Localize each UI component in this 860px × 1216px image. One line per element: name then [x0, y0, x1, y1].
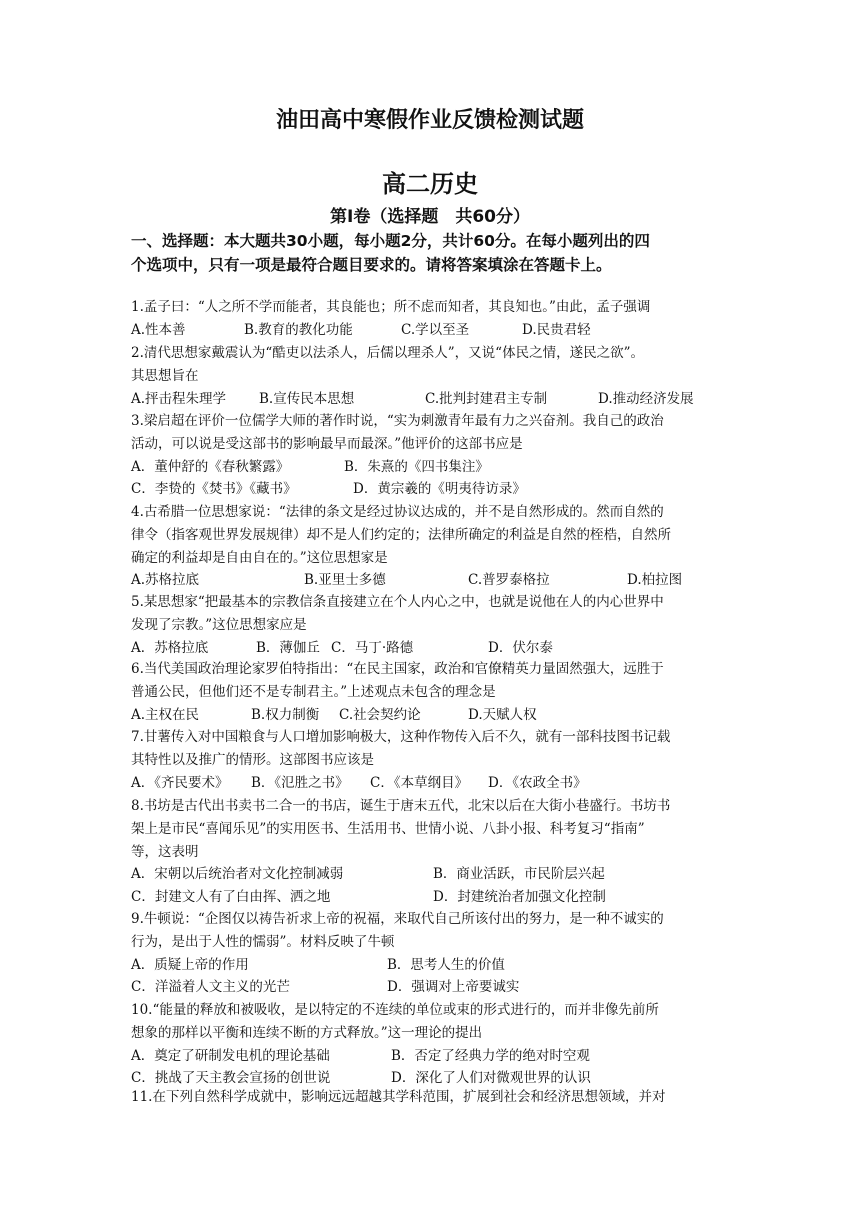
- option-d: D．黄宗羲的《明夷待访录》: [353, 481, 526, 498]
- option-d: D．伏尔泰: [488, 639, 553, 656]
- option-a: A．苏格拉底: [131, 639, 209, 656]
- question-4: [131, 501, 736, 592]
- question-5: [131, 591, 736, 659]
- question-7: [131, 726, 736, 794]
- option-b: B．薄伽丘: [256, 639, 320, 656]
- question-1: [131, 296, 736, 342]
- question-stem-line: 10.“能量的释放和被吸收，是以特定的不连续的单位或束的形式进行的，而并非像先前所: [131, 1002, 659, 1018]
- option-b: B．《氾胜之书》: [251, 774, 349, 791]
- question-2: [131, 342, 736, 410]
- option-c: C．李贽的《焚书》《藏书》: [131, 481, 297, 498]
- question-stem-line: 8.书坊是古代出书卖书二合一的书店，诞生于唐末五代，北宋以后在大街小巷盛行。书坊书: [131, 798, 671, 814]
- part-title: 第Ⅰ卷（选择题 共60分）: [330, 207, 530, 227]
- option-c: C．《本草纲目》: [370, 774, 469, 791]
- options-row: [131, 637, 736, 660]
- option-c: C.学以至圣: [401, 321, 470, 338]
- question-stem-line: 律令（指客观世界发展规律）却不是人们约定的；法律所确定的利益是自然的桎梏，自然所: [131, 526, 671, 543]
- option-c: C.普罗泰格拉: [468, 572, 550, 589]
- options-row: [131, 772, 736, 795]
- option-a: A．宋朝以后统治者对文化控制减弱: [131, 866, 344, 883]
- option-a: A.抨击程朱理学: [131, 390, 227, 407]
- instruction-line: 一、选择题：本大题共30小题，每小题2分，共计60分。在每小题列出的四: [131, 232, 650, 250]
- question-stem-line: 发现了宗教。”这位思想家应是: [131, 616, 307, 633]
- question-stem-line: 等，这表明: [131, 843, 199, 860]
- question-stem-line: 4.古希腊一位思想家说：“法律的条文是经过协议达成的，并不是自然形成的。然而自然的: [131, 504, 664, 520]
- options-row: [131, 704, 736, 727]
- question-8: [131, 795, 736, 909]
- question-stem-line: 5.某思想家“把最基本的宗教信条直接建立在个人内心之中，也就是说他在人的内心世界中: [131, 594, 664, 610]
- question-stem-line: 想象的那样以平衡和连续不断的方式释放。”这一理论的提出: [131, 1024, 483, 1041]
- instruction-line: 个选项中，只有一项是最符合题目要求的。请将答案填涂在答题卡上。: [131, 256, 612, 274]
- option-a: A.主权在民: [131, 706, 200, 723]
- options-row: [131, 954, 736, 977]
- option-b: B．商业活跃，市民阶层兴起: [433, 866, 605, 883]
- question-stem-line: 9.牛顿说：“企图仅以祷告祈求上帝的祝福，来取代自己所该付出的努力，是一种不诚实的: [131, 911, 664, 927]
- options-row: [131, 319, 736, 342]
- option-b: B.亚里士多德: [304, 572, 386, 589]
- question-stem-line: 行为，是出于人性的懦弱”。材料反映了牛顿: [131, 933, 395, 950]
- question-10: [131, 999, 736, 1090]
- option-b: B.权力制衡: [251, 706, 320, 723]
- question-stem-line: 7.甘薯传入对中国粮食与人口增加影响极大，这种作物传入后不久，就有一部科技图书记载: [131, 729, 671, 745]
- option-d: D．《农政全书》: [488, 774, 587, 791]
- option-b: B．朱熹的《四书集注》: [344, 458, 489, 475]
- option-a: A．《齐民要术》: [131, 774, 229, 791]
- option-c: C．马丁·路德: [331, 639, 414, 656]
- options-row: [131, 478, 736, 501]
- options-row: [131, 886, 736, 909]
- question-9: [131, 908, 736, 999]
- option-a: A.性本善: [131, 321, 186, 338]
- option-c: C．封建文人有了白由挥、洒之地: [131, 889, 331, 906]
- question-11: [131, 1086, 736, 1109]
- option-c: C.批判封建君主专制: [425, 390, 548, 407]
- subject-title: 高二历史: [382, 170, 478, 198]
- options-row: [131, 388, 736, 411]
- options-row: [131, 863, 736, 886]
- options-row: [131, 1045, 736, 1068]
- question-stem-line: 确定的利益却是自由自在的。”这位思想家是: [131, 549, 388, 566]
- options-row: [131, 456, 736, 479]
- option-d: D.天赋人权: [468, 706, 537, 723]
- question-stem-line: 2.清代思想家戴震认为“酷吏以法杀人，后儒以理杀人”，又说“体民之情，遂民之欲”。: [131, 345, 644, 361]
- option-b: B．否定了经典力学的绝对时空观: [391, 1047, 590, 1064]
- question-3: [131, 410, 736, 501]
- question-stem-line: 其特性以及推广的情形。这部图书应该是: [131, 751, 374, 768]
- option-a: A．质疑上帝的作用: [131, 956, 249, 973]
- option-d: D.推动经济发展: [598, 390, 694, 407]
- option-d: D.民贵君轻: [522, 321, 591, 338]
- option-a: A．董仲舒的《春秋繁露》: [131, 458, 290, 475]
- option-d: D．深化了人们对微观世界的认识: [391, 1070, 591, 1087]
- option-b: B．思考人生的价值: [387, 956, 505, 973]
- option-c: C.社会契约论: [339, 706, 421, 723]
- question-stem-line: 6.当代美国政治理论家罗伯特指出：“在民主国家，政治和官僚精英力量固然强大，远胜于: [131, 661, 664, 677]
- options-row: [131, 976, 736, 999]
- options-row: [131, 569, 736, 592]
- option-a: A．奠定了研制发电机的理论基础: [131, 1047, 330, 1064]
- option-a: A.苏格拉底: [131, 572, 200, 589]
- option-d: D．封建统治者加强文化控制: [433, 889, 606, 906]
- option-c: C．洋溢着人文主义的光芒: [131, 979, 290, 996]
- option-c: C．挑战了天主教会宣扬的创世说: [131, 1070, 331, 1087]
- option-d: D．强调对上帝要诚实: [387, 979, 520, 996]
- question-stem-line: 其思想旨在: [131, 367, 199, 384]
- question-stem-line: 架上是市民“喜闻乐见”的实用医书、生活用书、世情小说、八卦小报、科考复习“指南”: [131, 820, 645, 837]
- section-instructions: [131, 229, 736, 277]
- question-stem-line: 普通公民，但他们还不是专制君主。”上述观点未包含的理念是: [131, 683, 496, 700]
- question-stem-line: 11.在下列自然科学成就中，影响远远超越其学科范围，扩展到社会和经济思想领域，并对: [131, 1089, 666, 1105]
- exam-title: 油田高中寒假作业反馈检测试题: [275, 108, 584, 133]
- question-stem-line: 活动，可以说是受这部书的影响最早而最深。”他评价的这部书应是: [131, 435, 523, 452]
- question-stem-line: 1.孟子曰：“人之所不学而能者，其良能也；所不虑而知者，其良知也。”由此，孟子强调: [131, 299, 651, 315]
- question-stem-line: 3.梁启超在评价一位儒学大师的著作时说，“实为刺激青年最有力之兴奋剂。我自己的政治: [131, 413, 664, 429]
- option-b: B.宣传民本思想: [259, 390, 355, 407]
- question-6: [131, 658, 736, 726]
- option-b: B.教育的教化功能: [244, 321, 353, 338]
- option-d: D.柏拉图: [627, 572, 683, 589]
